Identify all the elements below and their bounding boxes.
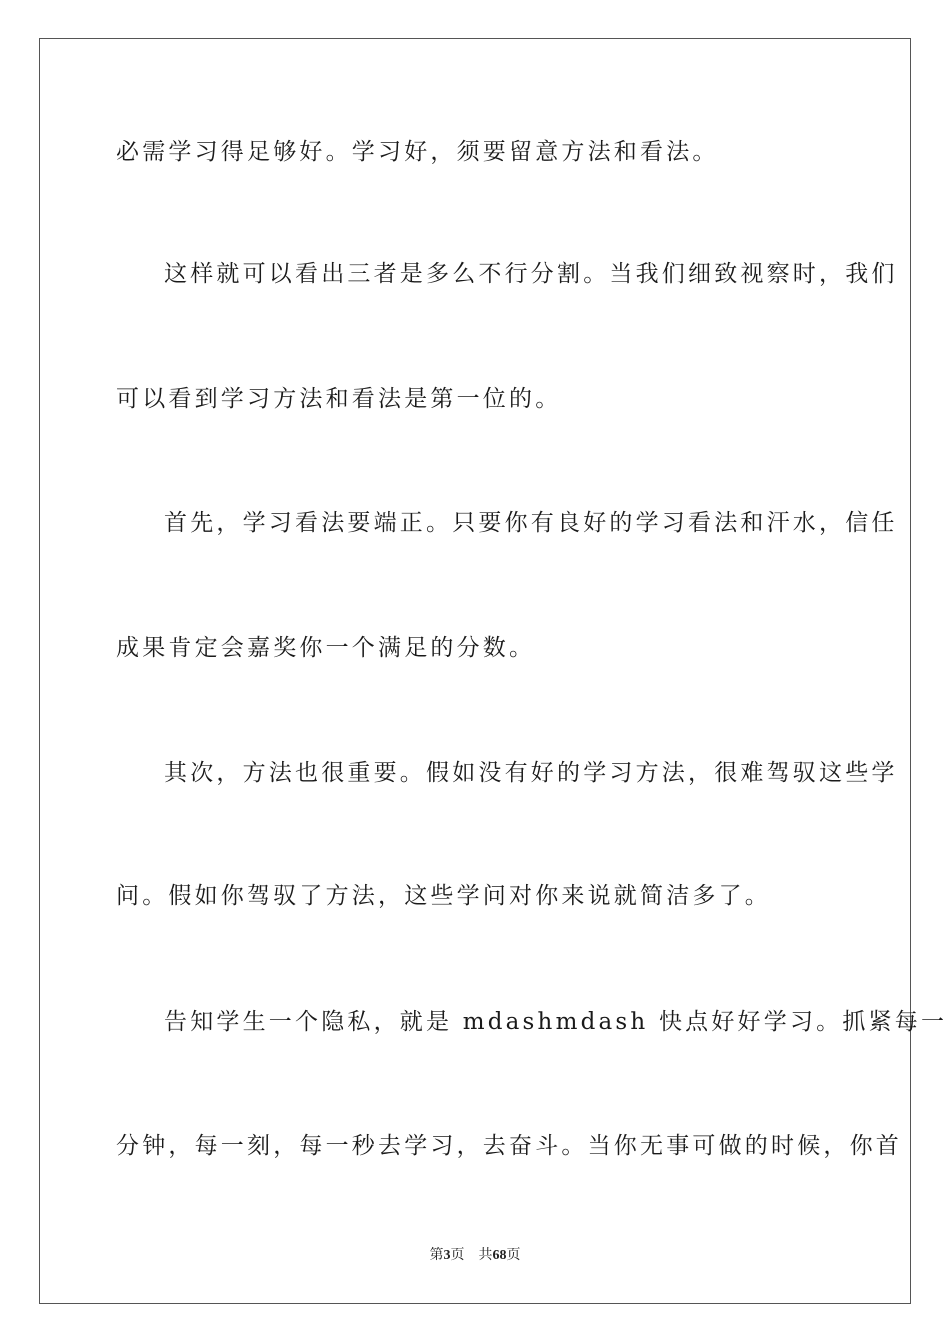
text-line-7: 问。假如你驾驭了方法，这些学问对你来说就简洁多了。 [116, 883, 771, 909]
page-suffix: 页 [450, 1248, 465, 1263]
page-footer [0, 1247, 950, 1265]
text-line-9: 分钟，每一刻，每一秒去学习，去奋斗。当你无事可做的时候，你首 [116, 1133, 902, 1159]
page-prefix: 第 [429, 1248, 444, 1263]
text-line-2: 这样就可以看出三者是多么不行分割。当我们细致视察时，我们 [164, 261, 898, 287]
text-line-1: 必需学习得足够好。学习好，须要留意方法和看法。 [116, 139, 719, 165]
total-pages: 68 [492, 1248, 507, 1263]
text-line-8: 告知学生一个隐私，就是 mdashmdash 快点好好学习。抓紧每一 [164, 1009, 948, 1035]
page-number: 3 [443, 1248, 451, 1263]
text-line-6: 其次，方法也很重要。假如没有好的学习方法，很难驾驭这些学 [164, 760, 898, 786]
total-prefix: 共 [478, 1248, 493, 1263]
text-line-5: 成果肯定会嘉奖你一个满足的分数。 [116, 635, 536, 661]
text-line-4: 首先，学习看法要端正。只要你有良好的学习看法和汗水，信任 [164, 510, 898, 536]
text-line-3: 可以看到学习方法和看法是第一位的。 [116, 386, 562, 412]
total-suffix: 页 [506, 1248, 521, 1263]
page-border [39, 38, 948, 1304]
